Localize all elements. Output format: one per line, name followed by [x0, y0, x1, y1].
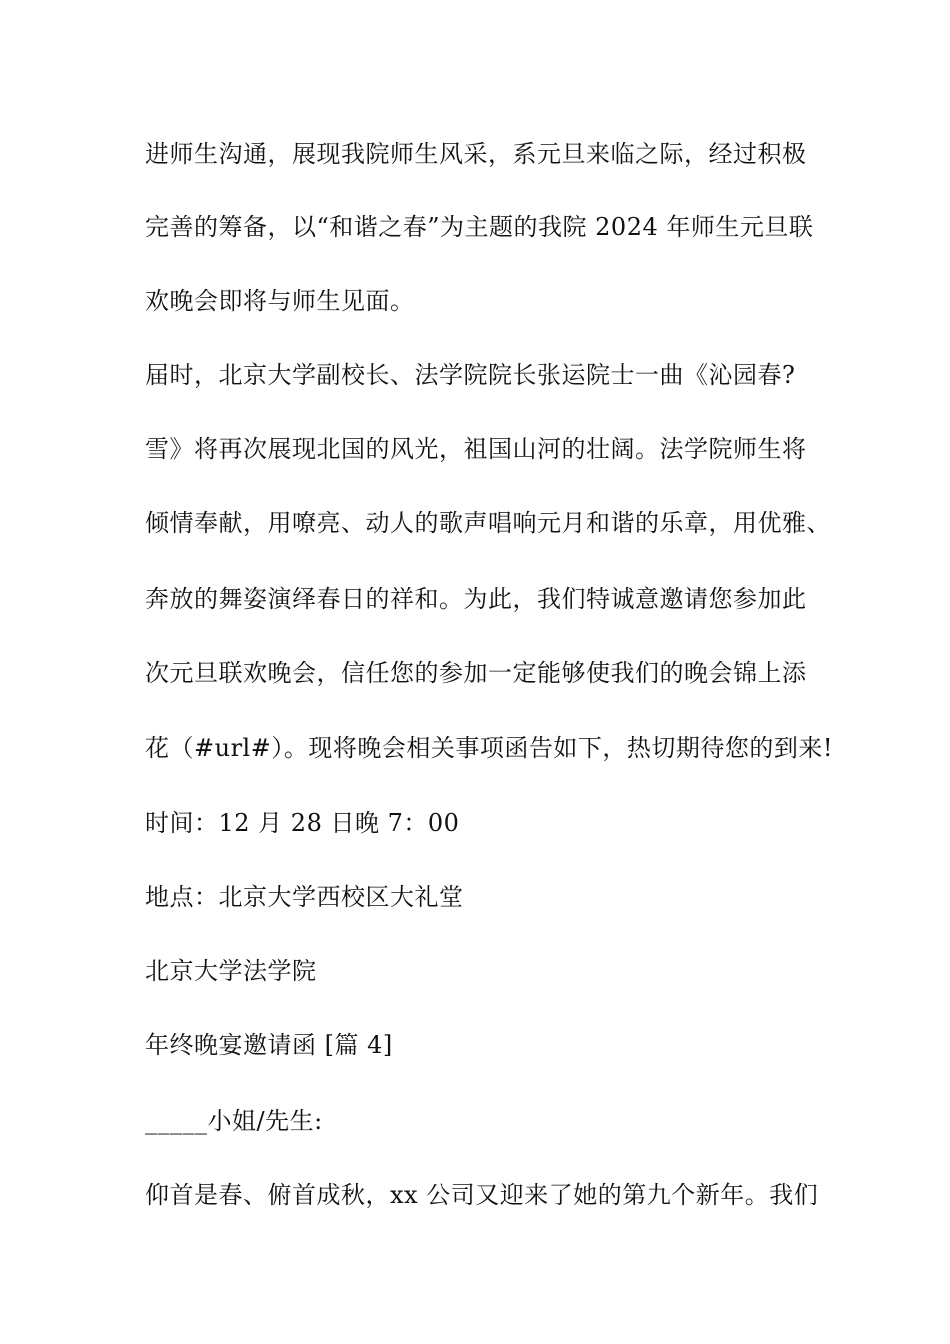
paragraph-line: 进师生沟通，展现我院师生风采，系元旦来临之际，经过积极	[145, 140, 807, 168]
paragraph-line: 雪》将再次展现北国的风光，祖国山河的壮阔。法学院师生将	[145, 435, 807, 463]
paragraph-line: 届时，北京大学副校长、法学院院长张运院士一曲《沁园春?	[145, 361, 796, 389]
event-time: 时间：12 月 28 日晚 7：00	[145, 809, 460, 837]
paragraph-line: 花（#url#）。现将晚会相关事项函告如下，热切期待您的到来!	[145, 734, 833, 762]
paragraph-line: 仰首是春、俯首成秋，xx 公司又迎来了她的第九个新年。我们	[145, 1181, 819, 1209]
paragraph-line: 欢晚会即将与师生见面。	[145, 287, 415, 315]
paragraph-line: 完善的筹备，以“和谐之春”为主题的我院 2024 年师生元旦联	[145, 213, 814, 241]
paragraph-line: 奔放的舞姿演绎春日的祥和。为此，我们特诚意邀请您参加此	[145, 585, 807, 613]
salutation: _____小姐/先生:	[145, 1107, 323, 1135]
event-location: 地点：北京大学西校区大礼堂	[145, 883, 464, 911]
signature-organization: 北京大学法学院	[145, 957, 317, 985]
paragraph-line: 次元旦联欢晚会，信任您的参加一定能够使我们的晚会锦上添	[145, 659, 807, 687]
section-heading: 年终晚宴邀请函 [篇 4]	[145, 1031, 393, 1059]
paragraph-line: 倾情奉献，用嘹亮、动人的歌声唱响元月和谐的乐章，用优雅、	[145, 509, 831, 537]
